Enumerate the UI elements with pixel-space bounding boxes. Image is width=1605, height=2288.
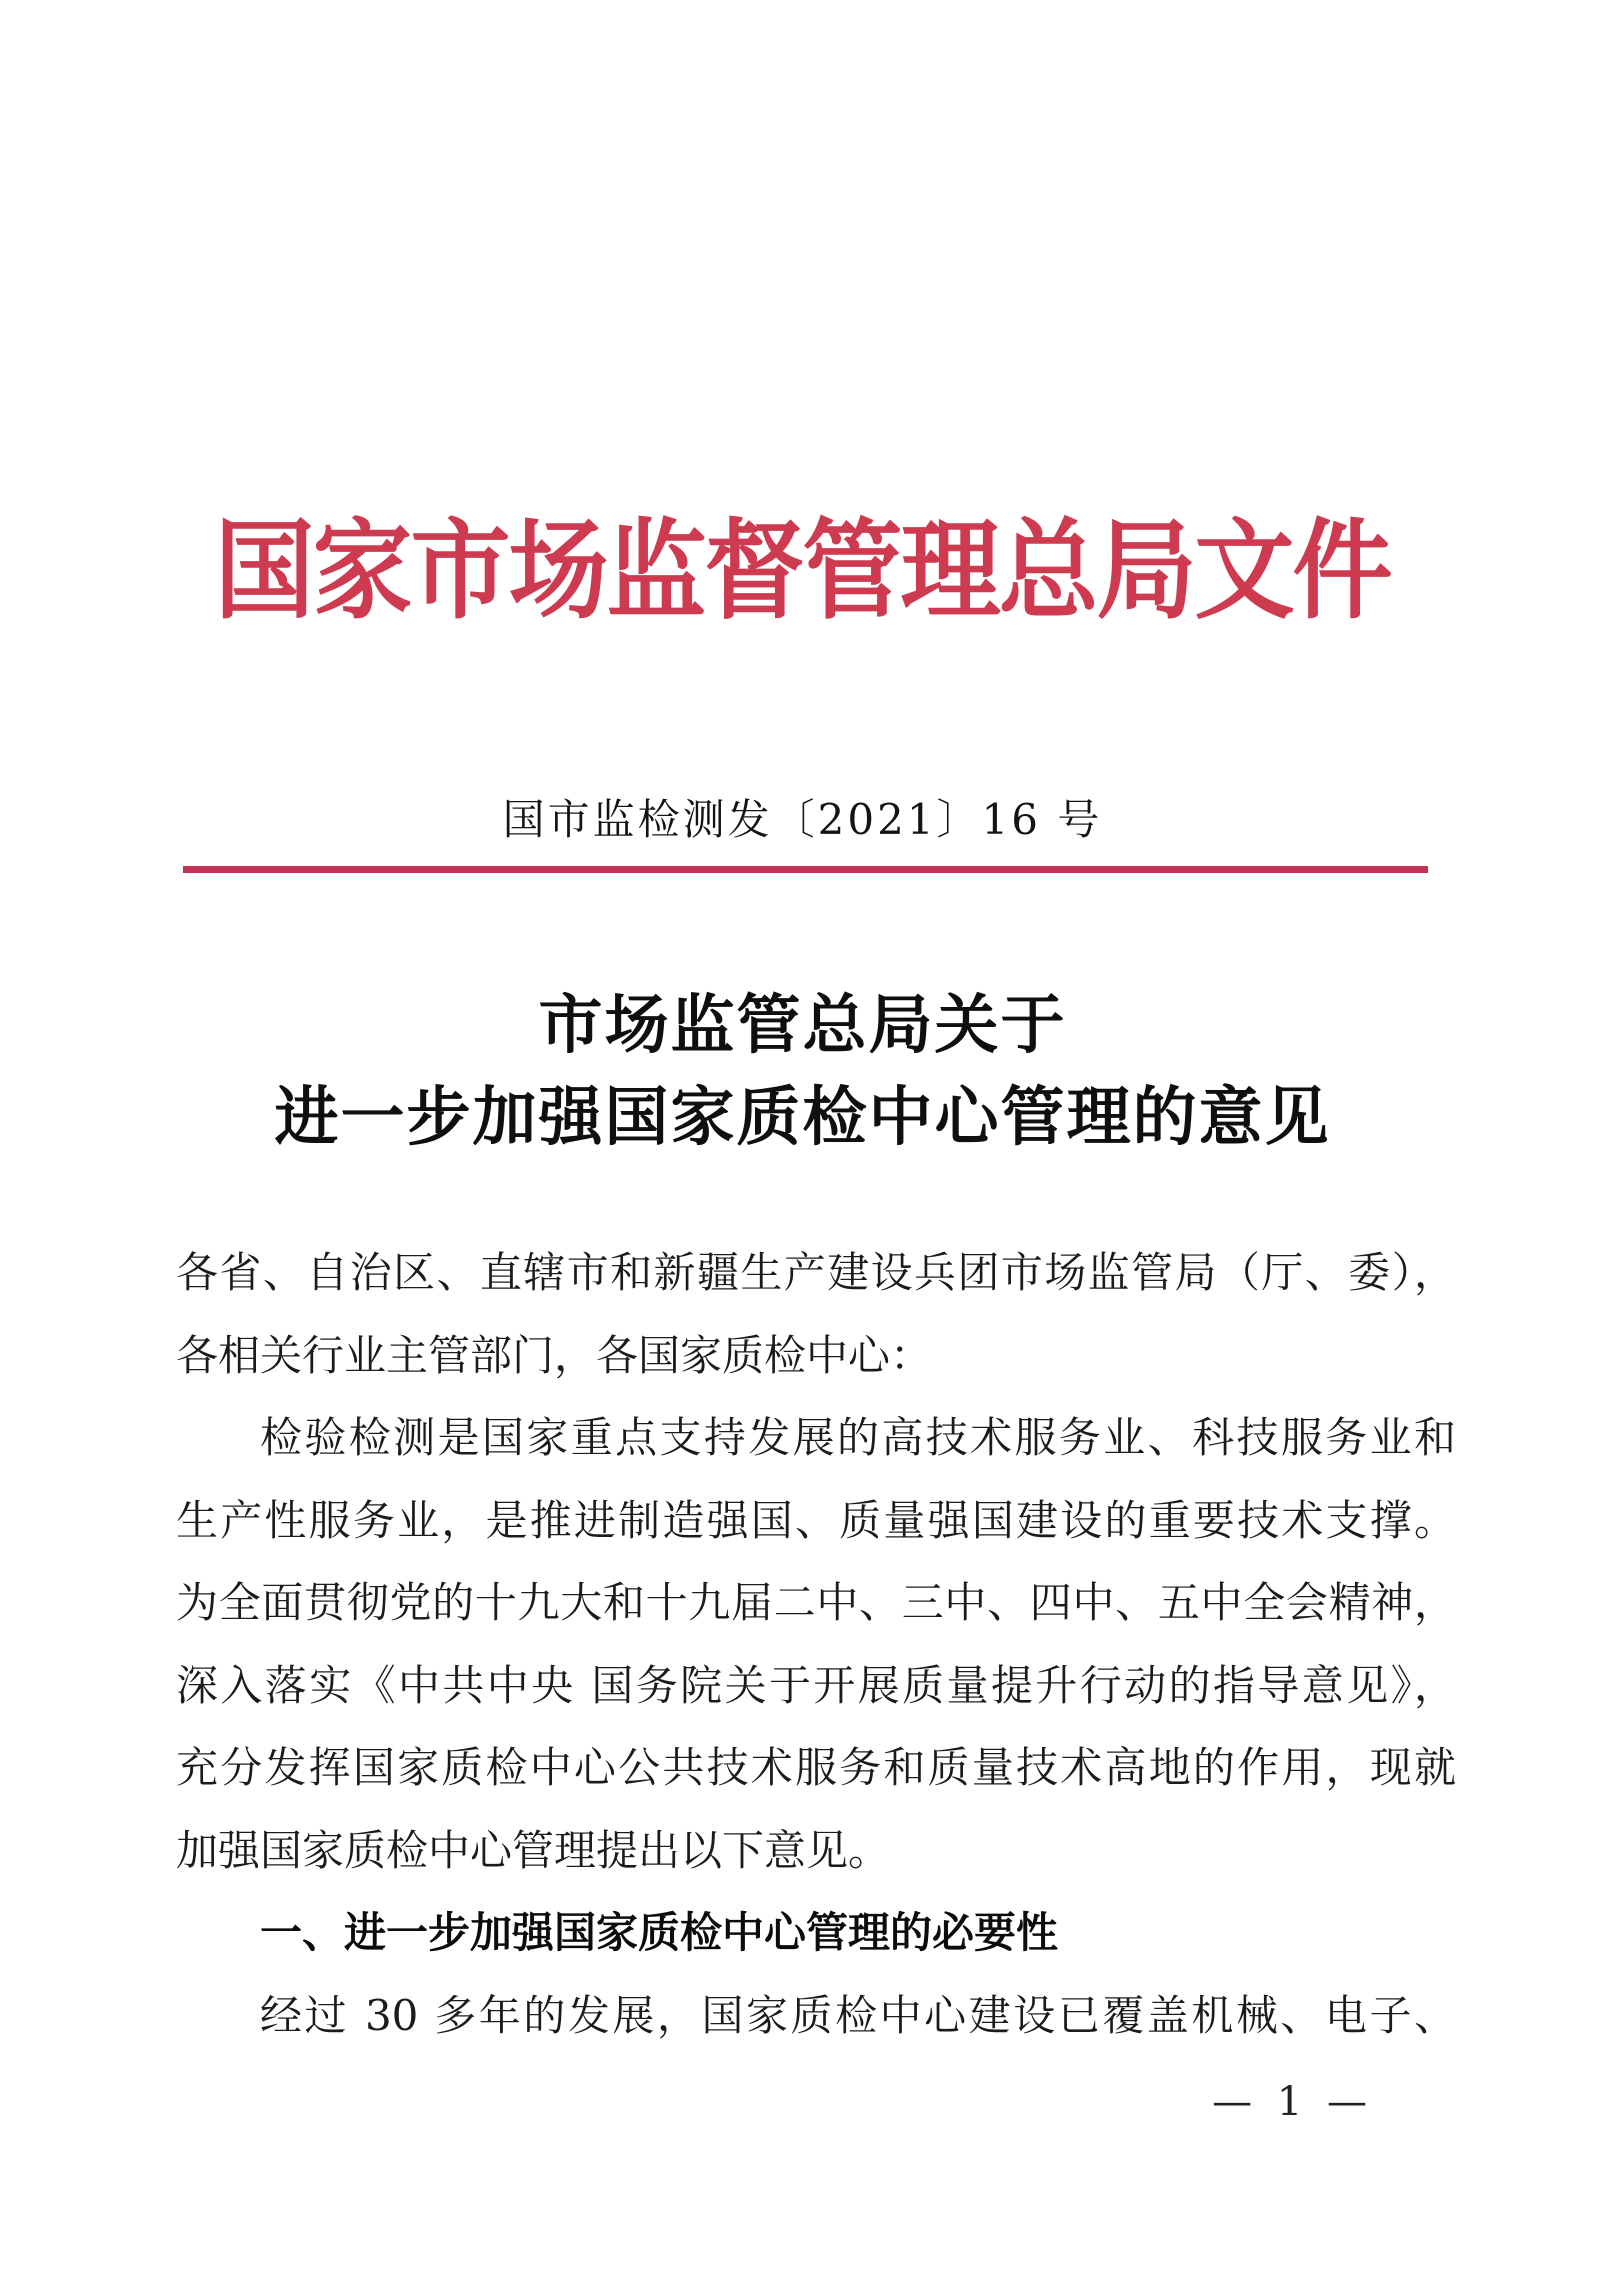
document-title-line-2: 进一步加强国家质检中心管理的意见 [274, 1080, 1331, 1155]
body-line: 生产性服务业，是推进制造强国、质量强国建设的重要技术支撑。 [176, 1495, 1456, 1545]
document-body [176, 1232, 1456, 2057]
body-line: 各相关行业主管部门，各国家质检中心： [176, 1330, 933, 1380]
page-number: — 1 — [1212, 2079, 1373, 2125]
body-line: 为全面贯彻党的十九大和十九届二中、三中、四中、五中全会精神， [176, 1578, 1456, 1627]
red-separator-line [183, 866, 1428, 873]
body-line: 检验检测是国家重点支持发展的高技术服务业、科技服务业和 [260, 1413, 1456, 1462]
section-heading: 一、进一步加强国家质检中心管理的必要性 [260, 1908, 1059, 1957]
body-line: 各省、自治区、直辖市和新疆生产建设兵团市场监管局（厅、委）， [176, 1248, 1456, 1297]
agency-header-title: 国家市场监督管理总局文件 [214, 506, 1391, 634]
body-line: 经过 30 多年的发展，国家质检中心建设已覆盖机械、电子、 [260, 1990, 1456, 2040]
document-reference-number: 国市监检测发〔2021〕16 号 [502, 795, 1103, 844]
document-title-line-1: 市场监管总局关于 [538, 988, 1067, 1063]
body-line: 充分发挥国家质检中心公共技术服务和质量技术高地的作用，现就 [176, 1743, 1456, 1792]
body-line: 深入落实《中共中央 国务院关于开展质量提升行动的指导意见》， [176, 1660, 1456, 1710]
document-title [0, 980, 1605, 1164]
body-line: 加强国家质检中心管理提出以下意见。 [176, 1825, 891, 1875]
